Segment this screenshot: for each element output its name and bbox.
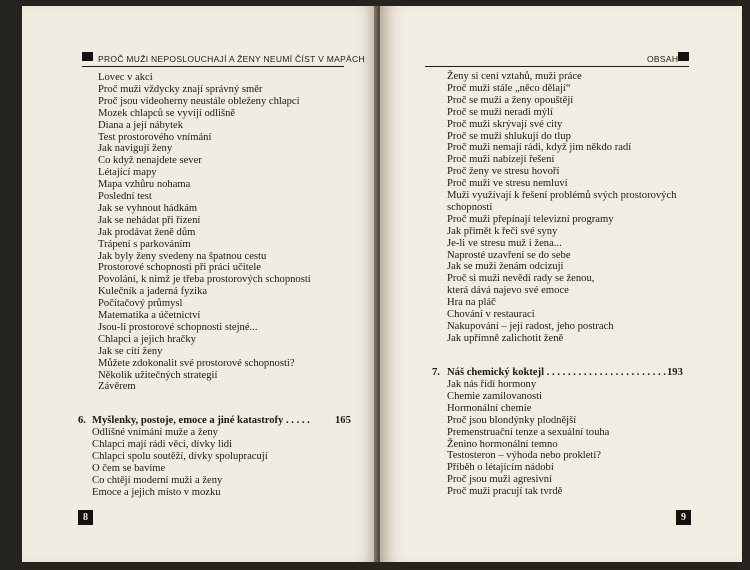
chapter-page: 193 xyxy=(667,367,683,378)
toc-entry: Povolání, k nimž je třeba prostorových schopností xyxy=(98,274,311,286)
toc-entry: Létající mapy xyxy=(98,167,157,179)
toc-entry: Počítačový průmysl xyxy=(98,298,183,310)
toc-entry: Chlapci spolu soutěží, dívky spolupracují xyxy=(92,450,268,462)
toc-entry: Hormonální chemie xyxy=(447,402,532,414)
chapter-number: 6. xyxy=(78,415,86,426)
toc-entry: Jak se nehádat při řízení xyxy=(98,214,201,226)
toc-entry: Emoce a jejich místo v mozku xyxy=(92,486,221,498)
running-head: OBSAH xyxy=(647,54,679,64)
toc-entry: Proč muži nabízejí řešení xyxy=(447,154,555,166)
toc-entry: O čem se bavíme xyxy=(92,462,166,474)
toc-entry: Ženino hormonální temno xyxy=(447,438,558,450)
page-number: 8 xyxy=(78,510,93,525)
toc-entry: Proč muži pracují tak tvrdě xyxy=(447,486,563,498)
toc-entry: Matematika a účetnictví xyxy=(98,310,201,321)
toc-entry: Proč jsou muži agresivní xyxy=(447,474,553,486)
toc-entry: Diana a její nábytek xyxy=(98,119,184,131)
header-rule xyxy=(425,66,689,67)
toc-entry: Nakupování – její radost, jeho postrach xyxy=(447,320,614,332)
toc-entry: Mapa vzhůru nohama xyxy=(98,179,191,191)
toc-entry: Trápení s parkováním xyxy=(98,238,191,250)
toc-entry: Premenstruační tenze a sexuální touha xyxy=(447,426,610,438)
toc-entry: Proč se muži neradi mýlí xyxy=(447,106,553,118)
running-head: PROČ MUŽI NEPOSLOUCHAJÍ A ŽENY NEUMÍ ČÍST V MAPÁCH xyxy=(98,54,365,64)
toc-entry: Co když nenajdete sever xyxy=(98,155,202,167)
toc-entry: Jak byly ženy svedeny na špatnou cestu xyxy=(98,250,267,262)
header-square-marker xyxy=(82,52,93,61)
toc-entry: Muži využívají k řešení problémů svých prostorových xyxy=(447,190,677,201)
toc-entry: Je-li ve stresu muž i žena... xyxy=(447,237,562,249)
page-number: 9 xyxy=(676,510,691,525)
toc-entry: Jak se vyhnout hádkám xyxy=(98,202,198,214)
header-square-marker xyxy=(678,52,689,61)
toc-entry: Ženy si cení vztahů, muži práce xyxy=(447,71,582,82)
toc-entry: Proč muži nemají rádi, když jim někdo radí xyxy=(447,142,632,154)
toc-entry: Příběh o létajícím nádobí xyxy=(447,462,554,474)
chapter-page: 165 xyxy=(335,415,351,426)
toc-entry: Jak prodávat ženě dům xyxy=(98,226,196,238)
toc-entry: schopností xyxy=(447,201,493,213)
toc-entry: Odlišné vnímání muže a ženy xyxy=(92,427,218,438)
chapter-title: Náš chemický koktejl . . . . . . . . . . . . . . . . . . . . . . . xyxy=(447,367,666,378)
right-page xyxy=(380,6,742,562)
toc-entry: Závěrem xyxy=(98,381,136,393)
toc-entry: která dává najevo své emoce xyxy=(447,285,569,297)
toc-entry: Proč muži vždycky znají správný směr xyxy=(98,83,263,95)
toc-entry: Jak upřímně zalichotit ženě xyxy=(447,332,564,344)
toc-entry: Jak se muži ženám odcizují xyxy=(447,261,564,273)
toc-entry: Proč muži stále „něco dělají“ xyxy=(447,82,571,94)
toc-entry: Proč ženy ve stresu hovoří xyxy=(447,166,560,178)
toc-entry: Hra na pláč xyxy=(447,297,496,309)
toc-entry: Můžete zdokonalit své prostorové schopnosti? xyxy=(98,357,295,369)
toc-entry: Jsou-li prostorové schopnosti stejné... xyxy=(98,321,258,333)
chapter-number: 7. xyxy=(432,367,440,378)
toc-entry: Poslední test xyxy=(98,191,152,202)
toc-entry: Chování v restauraci xyxy=(447,309,535,320)
toc-entry: Jak přimět k řeči své syny xyxy=(447,225,558,237)
toc-entry: Proč se muži shlukují do tlup xyxy=(447,130,571,142)
toc-entry: Chlapci a jejich hračky xyxy=(98,333,196,345)
toc-entry: Test prostorového vnímání xyxy=(98,131,212,143)
toc-entry: Chlapci mají rádi věci, dívky lidi xyxy=(92,438,233,450)
left-page xyxy=(22,6,378,562)
toc-entry: Několik užitečných strategií xyxy=(98,369,218,381)
toc-entry: Proč muži ve stresu nemluví xyxy=(447,178,568,190)
toc-entry: Jak nás řídí hormony xyxy=(447,379,537,390)
toc-entry: Proč jsou videoherny neustále obleženy chlapci xyxy=(98,95,300,107)
toc-entry: Prostorové schopnosti při práci učitele xyxy=(98,262,261,274)
toc-entry: Jak se cítí ženy xyxy=(98,345,163,357)
toc-entry: Chemie zamilovanosti xyxy=(447,390,543,402)
toc-entry: Proč si muži nevědí rady se ženou, xyxy=(447,273,595,285)
toc-entry: Naprosté uzavření se do sebe xyxy=(447,249,571,261)
toc-entry: Testosteron – výhoda nebo prokletí? xyxy=(447,450,602,462)
toc-entry: Kulečník a jaderná fyzika xyxy=(98,286,208,298)
toc-entry: Proč se muži a ženy opouštějí xyxy=(447,94,574,106)
toc-entry: Proč muži přepínají televizní programy xyxy=(447,213,614,225)
chapter-title: Myšlenky, postoje, emoce a jiné katastrofy . . . . . xyxy=(92,415,310,426)
toc-entry: Jak navigují ženy xyxy=(98,143,173,155)
toc-entry: Proč muži skrývají své city xyxy=(447,118,563,130)
toc-entry: Proč jsou blondýnky plodnější xyxy=(447,414,577,426)
toc-entry: Co chtějí moderní muži a ženy xyxy=(92,474,223,486)
toc-entry: Mozek chlapců se vyvíjí odlišně xyxy=(98,107,236,119)
toc-entry: Lovec v akci xyxy=(98,72,153,83)
header-rule xyxy=(82,66,344,67)
